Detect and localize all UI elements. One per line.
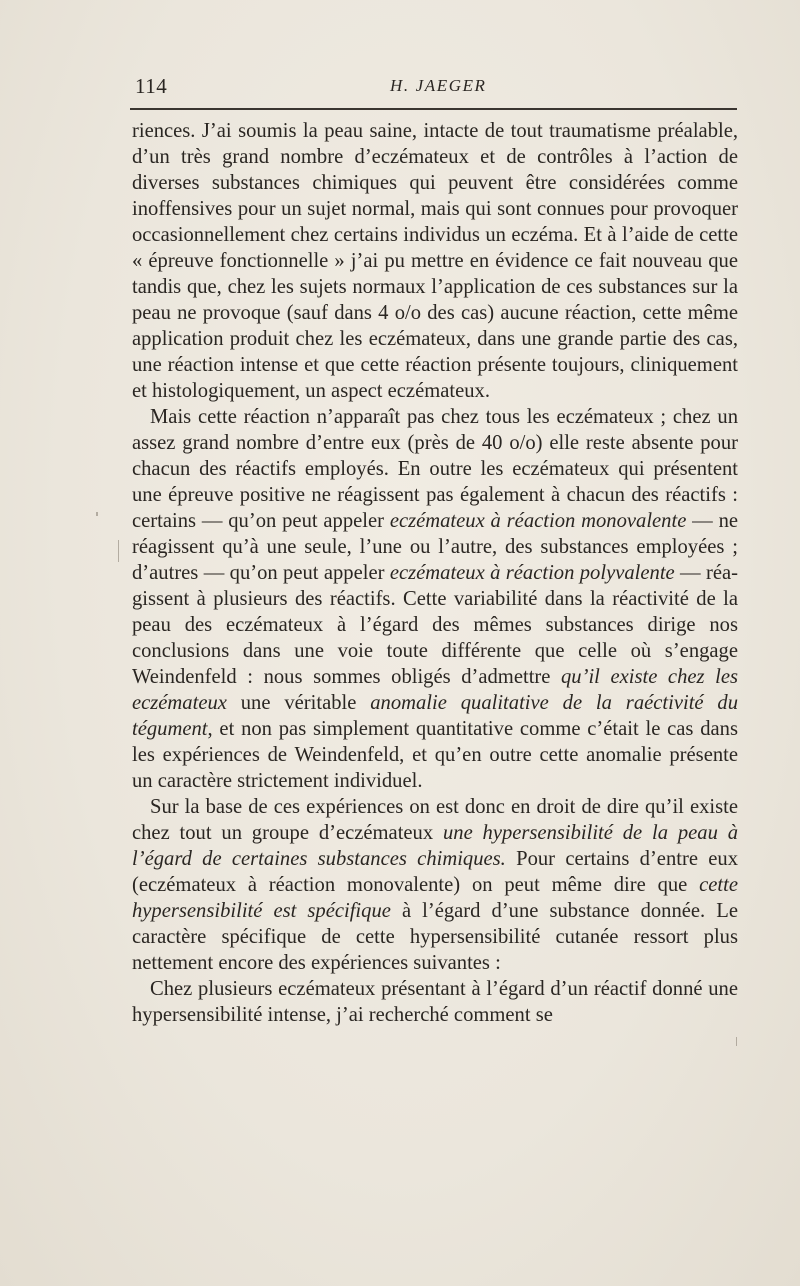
text-run: Pour certains d’entre eux (eczémateux à réaction monovalente) on peut même dire que <box>132 848 738 896</box>
margin-mark <box>736 1037 737 1046</box>
text-run: Chez plusieurs eczémateux présentant à l’égard d’un réactif donné une hypersensibilité intense, j’ai recherché comment se <box>132 978 738 1026</box>
text-run: à l’égard d’une substance donnée. Le caractère spécifique de cette hypersensibilité cutanée ressort plus nettement encore des expériences suivantes : <box>132 900 738 974</box>
paragraph <box>132 118 738 404</box>
margin-mark <box>96 512 98 516</box>
paragraph <box>132 976 738 1028</box>
text-run: une véritable <box>226 692 371 714</box>
margin-mark <box>118 540 119 562</box>
text-run: riences. J’ai soumis la peau saine, intacte de tout traumatisme préalable, d’un très grand nombre d’eczémateux et de contrôles à l’action de diverses substances chimiques qui peuvent être considérées comme inoffensives pour un sujet normal, mais qui sont connues pour provoquer occasionnellement chez certains individus un eczéma. Et à l’aide de cette « épreuve fonctionnelle » j’ai pu mettre en évidence ce fait nouveau que tandis que, chez les sujets normaux l’application de ces substances sur la peau ne provoque (sauf dans 4 o/o des cas) aucune réaction, cette même application produit chez les eczémateux, dans une grande partie des cas, une réaction intense et que cette réaction présente toujours, cliniquement et histologiquement, un aspect eczémateux. <box>132 120 738 402</box>
italic-text: eczémateux à réaction polyvalente <box>389 562 675 584</box>
page-header <box>132 72 738 102</box>
text-run: Mais cette réaction n’apparaît pas chez tous les eczémateux ; chez un assez grand nombre d’entre eux (près de 40 o/o) elle reste absente pour chacun des réactifs employés. En outre les eczémateux qui présentent une épreuve positive ne réagissent pas également à chacun des réactifs : certains — qu’on peut appeler <box>132 406 738 532</box>
italic-text: anomalie qualitative de la raéctivité du tégument <box>132 692 739 740</box>
text-run: — réagissent à plusieurs des réactifs. Cette variabilité dans la réactivité de la peau des eczémateux à l’égard des mêmes substances dirige nos conclusions dans une voie toute différente que celle où s’engage Weindenfeld : nous sommes obligés d’admettre <box>132 562 739 688</box>
page-number: 114 <box>135 74 168 98</box>
text-run: — ne réagissent qu’à une seule, l’une ou l’autre, des substances employées ; d’autres — qu’on peut appeler <box>132 510 739 584</box>
italic-text: qu’il existe chez les eczémateux <box>132 666 738 714</box>
paragraph <box>132 794 738 976</box>
italic-text: eczémateux à réaction monovalente <box>389 510 687 532</box>
text-run: , et non pas simplement quantitative comme c’était le cas dans les expériences de Weindenfeld, et qu’en outre cette anomalie présente un caractère strictement individuel. <box>132 718 738 792</box>
italic-text: une hypersensibilité de la peau à l’égard de certaines substances chimiques. <box>132 822 738 870</box>
paragraph <box>132 404 738 794</box>
running-head: H. JAEGER <box>390 76 487 95</box>
italic-text: cette hypersensibilité est spécifique <box>132 874 738 922</box>
body-text <box>132 118 738 1028</box>
header-rule <box>130 108 737 110</box>
text-run: Sur la base de ces expériences on est donc en droit de dire qu’il existe chez tout un groupe d’eczémateux <box>132 796 738 844</box>
